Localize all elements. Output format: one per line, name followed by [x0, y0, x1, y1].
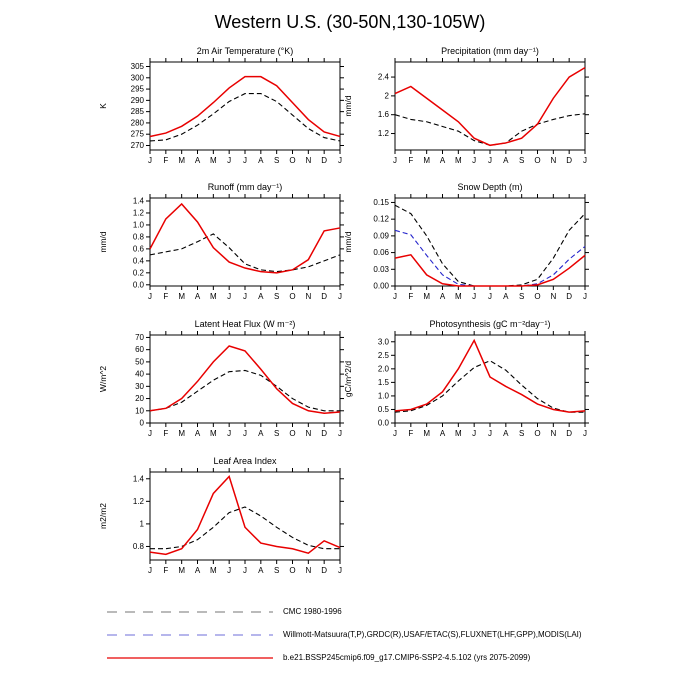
- svg-text:mm/d: mm/d: [343, 231, 353, 253]
- svg-text:J: J: [227, 292, 232, 301]
- svg-text:1.2: 1.2: [132, 496, 144, 506]
- panel-precipitation: [335, 40, 605, 180]
- svg-text:D: D: [321, 429, 328, 438]
- panel-snow-depth: [335, 176, 605, 316]
- svg-text:2.4: 2.4: [377, 72, 389, 82]
- svg-text:1.2: 1.2: [377, 129, 389, 139]
- svg-text:J: J: [488, 156, 492, 165]
- svg-text:J: J: [338, 429, 342, 438]
- panel-photosynthesis: [335, 313, 605, 453]
- svg-text:N: N: [550, 292, 557, 301]
- svg-text:10: 10: [135, 406, 144, 416]
- svg-text:O: O: [534, 429, 541, 438]
- svg-text:W/m^2: W/m^2: [98, 365, 108, 393]
- legend-label: b.e21.BSSP245cmip6.f09_g17.CMIP6-SSP2-4.5.102 (yrs 2075-2099): [283, 653, 531, 662]
- svg-text:J: J: [583, 429, 587, 438]
- svg-text:275: 275: [130, 129, 144, 139]
- panel-runoff: [90, 176, 360, 316]
- svg-text:N: N: [305, 566, 312, 575]
- air-temperature-chart: [90, 40, 360, 180]
- svg-text:1.5: 1.5: [377, 377, 389, 387]
- svg-text:O: O: [534, 156, 541, 165]
- legend-line-dashed-gray: [105, 607, 275, 617]
- svg-text:Snow Depth (m): Snow Depth (m): [457, 182, 523, 192]
- svg-text:J: J: [227, 429, 232, 438]
- svg-text:305: 305: [130, 62, 144, 72]
- svg-text:2.5: 2.5: [377, 350, 389, 360]
- svg-text:J: J: [393, 429, 397, 438]
- svg-text:D: D: [566, 292, 573, 301]
- svg-text:N: N: [550, 156, 557, 165]
- svg-text:A: A: [503, 429, 509, 438]
- svg-text:M: M: [209, 429, 217, 438]
- svg-text:F: F: [408, 156, 414, 165]
- svg-text:O: O: [289, 156, 296, 165]
- svg-text:M: M: [209, 566, 217, 575]
- svg-text:0.09: 0.09: [373, 231, 389, 241]
- svg-text:2.0: 2.0: [377, 364, 389, 374]
- svg-text:O: O: [289, 292, 296, 301]
- svg-text:F: F: [408, 429, 414, 438]
- svg-text:0.0: 0.0: [132, 280, 144, 290]
- svg-text:Leaf Area Index: Leaf Area Index: [213, 456, 277, 466]
- svg-text:J: J: [148, 292, 152, 301]
- svg-text:J: J: [393, 292, 397, 301]
- leaf-area-index-chart: [90, 450, 360, 590]
- svg-text:J: J: [148, 156, 152, 165]
- svg-text:30: 30: [135, 381, 144, 391]
- svg-text:285: 285: [130, 107, 144, 117]
- svg-text:40: 40: [135, 369, 144, 379]
- svg-text:M: M: [454, 292, 462, 301]
- svg-text:J: J: [148, 566, 152, 575]
- svg-text:70: 70: [135, 332, 144, 342]
- svg-text:Runoff (mm day⁻¹): Runoff (mm day⁻¹): [207, 182, 283, 192]
- svg-text:mm/d: mm/d: [343, 95, 353, 117]
- legend-line-dashed-blue: [105, 630, 275, 640]
- svg-text:A: A: [258, 292, 264, 301]
- svg-text:M: M: [423, 292, 431, 301]
- svg-text:F: F: [163, 156, 169, 165]
- svg-text:J: J: [488, 429, 492, 438]
- svg-text:Precipitation (mm day⁻¹): Precipitation (mm day⁻¹): [441, 46, 539, 56]
- svg-text:N: N: [550, 429, 557, 438]
- svg-text:M: M: [209, 292, 217, 301]
- svg-text:S: S: [518, 429, 525, 438]
- svg-text:gC/m^2/d: gC/m^2/d: [343, 360, 353, 398]
- svg-text:S: S: [273, 156, 280, 165]
- legend-label: Willmott-Matsuura(T,P),GRDC(R),USAF/ETAC(S),FLUXNET(LHF,GPP),MODIS(LAI): [283, 630, 582, 639]
- panel-air-temperature: [90, 40, 360, 180]
- svg-text:m2/m2: m2/m2: [98, 503, 108, 529]
- svg-text:1.2: 1.2: [132, 208, 144, 218]
- svg-text:J: J: [393, 156, 397, 165]
- svg-text:1.4: 1.4: [132, 196, 144, 206]
- svg-text:M: M: [178, 292, 186, 301]
- svg-text:0.15: 0.15: [373, 197, 389, 207]
- svg-text:J: J: [472, 429, 477, 438]
- svg-text:0: 0: [139, 418, 144, 428]
- svg-text:0.06: 0.06: [373, 248, 389, 258]
- svg-text:M: M: [423, 429, 431, 438]
- svg-text:A: A: [503, 292, 509, 301]
- svg-text:1: 1: [139, 519, 144, 529]
- svg-text:2: 2: [384, 91, 389, 101]
- svg-text:J: J: [472, 292, 477, 301]
- svg-text:0.0: 0.0: [377, 418, 389, 428]
- svg-text:J: J: [488, 292, 492, 301]
- svg-text:0.6: 0.6: [132, 244, 144, 254]
- svg-text:Latent Heat Flux (W m⁻²): Latent Heat Flux (W m⁻²): [194, 319, 296, 329]
- legend-item: [105, 646, 582, 669]
- svg-text:0.8: 0.8: [132, 541, 144, 551]
- svg-text:F: F: [163, 429, 169, 438]
- svg-text:J: J: [338, 566, 342, 575]
- legend-line-solid-red: [105, 653, 275, 663]
- svg-text:J: J: [227, 156, 232, 165]
- svg-text:0.2: 0.2: [132, 268, 144, 278]
- svg-text:290: 290: [130, 95, 144, 105]
- svg-text:N: N: [305, 156, 312, 165]
- svg-text:F: F: [163, 566, 169, 575]
- svg-text:280: 280: [130, 118, 144, 128]
- panel-leaf-area-index: [90, 450, 360, 590]
- svg-text:20: 20: [135, 394, 144, 404]
- svg-text:D: D: [321, 292, 328, 301]
- svg-text:J: J: [583, 156, 587, 165]
- svg-text:S: S: [273, 566, 280, 575]
- svg-text:A: A: [503, 156, 509, 165]
- svg-text:A: A: [194, 292, 201, 301]
- svg-text:J: J: [338, 156, 342, 165]
- svg-text:J: J: [243, 429, 247, 438]
- svg-text:M: M: [209, 156, 217, 165]
- svg-text:S: S: [518, 292, 525, 301]
- svg-text:1.0: 1.0: [377, 391, 389, 401]
- svg-text:J: J: [472, 156, 477, 165]
- svg-text:S: S: [273, 292, 280, 301]
- svg-text:N: N: [305, 292, 312, 301]
- svg-text:F: F: [408, 292, 414, 301]
- svg-text:0.03: 0.03: [373, 264, 389, 274]
- svg-text:0.8: 0.8: [132, 232, 144, 242]
- svg-text:A: A: [258, 156, 264, 165]
- svg-text:M: M: [423, 156, 431, 165]
- svg-text:A: A: [258, 429, 264, 438]
- svg-text:1.4: 1.4: [132, 474, 144, 484]
- svg-text:270: 270: [130, 140, 144, 150]
- svg-text:J: J: [243, 566, 247, 575]
- precipitation-chart: [335, 40, 605, 180]
- svg-text:1.6: 1.6: [377, 110, 389, 120]
- svg-text:M: M: [454, 429, 462, 438]
- svg-text:O: O: [289, 429, 296, 438]
- svg-text:0.5: 0.5: [377, 404, 389, 414]
- svg-text:Photosynthesis (gC m⁻²day⁻¹): Photosynthesis (gC m⁻²day⁻¹): [429, 319, 551, 329]
- svg-text:O: O: [289, 566, 296, 575]
- svg-text:K: K: [98, 103, 108, 109]
- legend-label: CMC 1980-1996: [283, 607, 342, 616]
- svg-text:J: J: [338, 292, 342, 301]
- svg-text:A: A: [194, 566, 201, 575]
- svg-text:S: S: [273, 429, 280, 438]
- svg-text:N: N: [305, 429, 312, 438]
- legend-item: [105, 623, 582, 646]
- latent-heat-flux-chart: [90, 313, 360, 453]
- legend-item: [105, 600, 582, 623]
- svg-text:D: D: [566, 156, 573, 165]
- svg-text:60: 60: [135, 345, 144, 355]
- photosynthesis-chart: [335, 313, 605, 453]
- svg-text:O: O: [534, 292, 541, 301]
- svg-text:M: M: [178, 429, 186, 438]
- svg-text:D: D: [321, 566, 328, 575]
- svg-text:J: J: [243, 292, 247, 301]
- svg-text:3.0: 3.0: [377, 337, 389, 347]
- svg-text:J: J: [583, 292, 587, 301]
- svg-text:0.12: 0.12: [373, 214, 389, 224]
- snow-depth-chart: [335, 176, 605, 316]
- svg-text:S: S: [518, 156, 525, 165]
- svg-text:0.4: 0.4: [132, 256, 144, 266]
- svg-text:D: D: [321, 156, 328, 165]
- svg-text:M: M: [178, 156, 186, 165]
- svg-text:A: A: [439, 292, 446, 301]
- svg-text:1.0: 1.0: [132, 220, 144, 230]
- svg-text:M: M: [454, 156, 462, 165]
- svg-text:D: D: [566, 429, 573, 438]
- svg-text:A: A: [194, 429, 201, 438]
- figure-title: Western U.S. (30-50N,130-105W): [214, 12, 486, 32]
- svg-text:mm/d: mm/d: [98, 231, 108, 253]
- panel-latent-heat-flux: [90, 313, 360, 453]
- svg-text:J: J: [148, 429, 152, 438]
- svg-text:J: J: [227, 566, 232, 575]
- svg-text:J: J: [243, 156, 247, 165]
- svg-text:300: 300: [130, 73, 144, 83]
- svg-text:A: A: [258, 566, 264, 575]
- svg-text:A: A: [194, 156, 201, 165]
- svg-text:A: A: [439, 156, 446, 165]
- svg-text:F: F: [163, 292, 169, 301]
- svg-text:A: A: [439, 429, 446, 438]
- svg-text:0.00: 0.00: [373, 281, 389, 291]
- runoff-chart: [90, 176, 360, 316]
- svg-text:50: 50: [135, 357, 144, 367]
- svg-text:295: 295: [130, 84, 144, 94]
- legend: [105, 600, 582, 669]
- svg-text:2m Air Temperature (°K): 2m Air Temperature (°K): [196, 46, 294, 56]
- svg-text:M: M: [178, 566, 186, 575]
